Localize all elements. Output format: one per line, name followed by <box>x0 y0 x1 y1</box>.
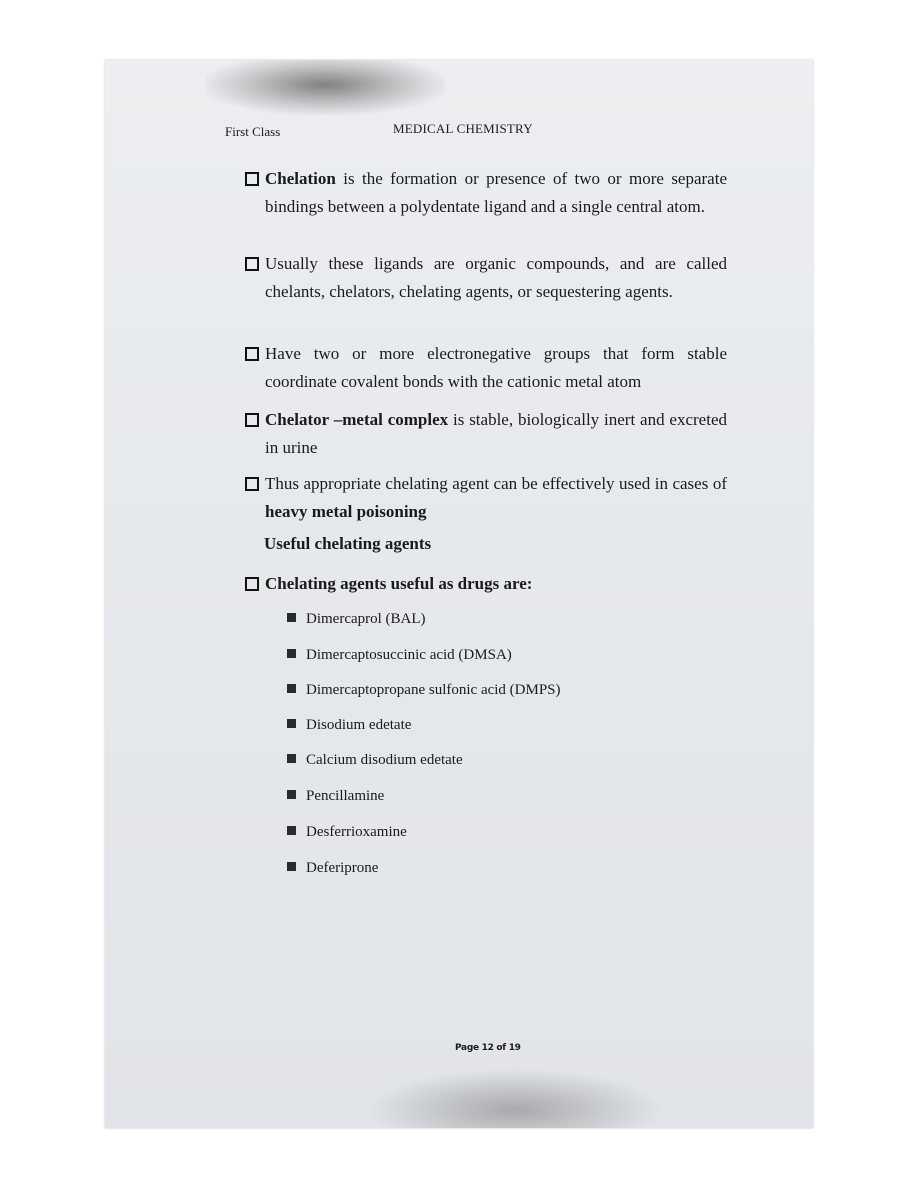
checkbox-bullet-icon <box>245 257 259 271</box>
bullet-text: Thus appropriate chelating agent can be effectively used in cases of <box>265 474 727 493</box>
drug-name: Desferrioxamine <box>306 824 407 840</box>
square-bullet-icon <box>287 649 296 658</box>
drug-name: Calcium disodium edetate <box>306 752 463 768</box>
bullet-heavy-metal-use <box>245 470 727 526</box>
square-bullet-icon <box>287 862 296 871</box>
scan-smudge-top <box>205 60 445 115</box>
drug-item <box>287 750 463 770</box>
scan-smudge-bottom <box>365 1068 665 1128</box>
checkbox-bullet-icon <box>245 477 259 491</box>
square-bullet-icon <box>287 826 296 835</box>
square-bullet-icon <box>287 613 296 622</box>
bullet-text: Usually these ligands are organic compounds, and are called chelants, chelators, chelating agents, or sequestering agents. <box>265 254 727 301</box>
drugs-heading-text: Chelating agents useful as drugs are: <box>265 574 533 593</box>
drug-item <box>287 715 411 735</box>
drug-name: Deferiprone <box>306 860 379 876</box>
drug-item <box>287 645 512 665</box>
bullet-chelator-complex <box>245 406 727 462</box>
bullet-text: Have two or more electronegative groups that form stable coordinate covalent bonds with the cationic metal atom <box>265 344 727 391</box>
drug-item <box>287 858 378 878</box>
checkbox-bullet-icon <box>245 577 259 591</box>
square-bullet-icon <box>287 684 296 693</box>
bullet-ligands <box>245 250 727 306</box>
drug-name: Disodium edetate <box>306 717 412 733</box>
drug-item <box>287 609 426 629</box>
bullet-text: is stable, biologically inert and excreted in urine <box>265 410 727 457</box>
drug-item <box>287 680 561 700</box>
bullet-drugs-heading <box>245 570 727 598</box>
term-chelator-complex: Chelator –metal complex <box>265 410 449 429</box>
bullet-text: is the formation or presence of two or more separate bindings between a polydentate ligand and a single central atom. <box>265 169 727 216</box>
drug-name: Dimercaptosuccinic acid (DMSA) <box>306 647 512 663</box>
drug-name: Pencillamine <box>306 788 385 804</box>
checkbox-bullet-icon <box>245 347 259 361</box>
checkbox-bullet-icon <box>245 172 259 186</box>
bullet-chelation-definition <box>245 165 727 221</box>
term-chelation: Chelation <box>265 169 336 188</box>
document-page <box>105 60 813 1128</box>
square-bullet-icon <box>287 754 296 763</box>
section-heading: Useful chelating agents <box>264 534 432 553</box>
header-subject-title: MEDICAL CHEMISTRY <box>393 121 533 136</box>
bullet-electronegative-groups <box>245 340 727 396</box>
page-number: Page 12 of 19 <box>455 1043 521 1053</box>
drug-name: Dimercaprol (BAL) <box>306 611 426 627</box>
header-class-label: First Class <box>225 124 281 139</box>
term-heavy-metal-poisoning: heavy metal poisoning <box>265 502 427 521</box>
square-bullet-icon <box>287 790 296 799</box>
drug-item <box>287 822 407 842</box>
checkbox-bullet-icon <box>245 413 259 427</box>
square-bullet-icon <box>287 719 296 728</box>
drug-item <box>287 786 384 806</box>
drug-name: Dimercaptopropane sulfonic acid (DMPS) <box>306 682 561 698</box>
